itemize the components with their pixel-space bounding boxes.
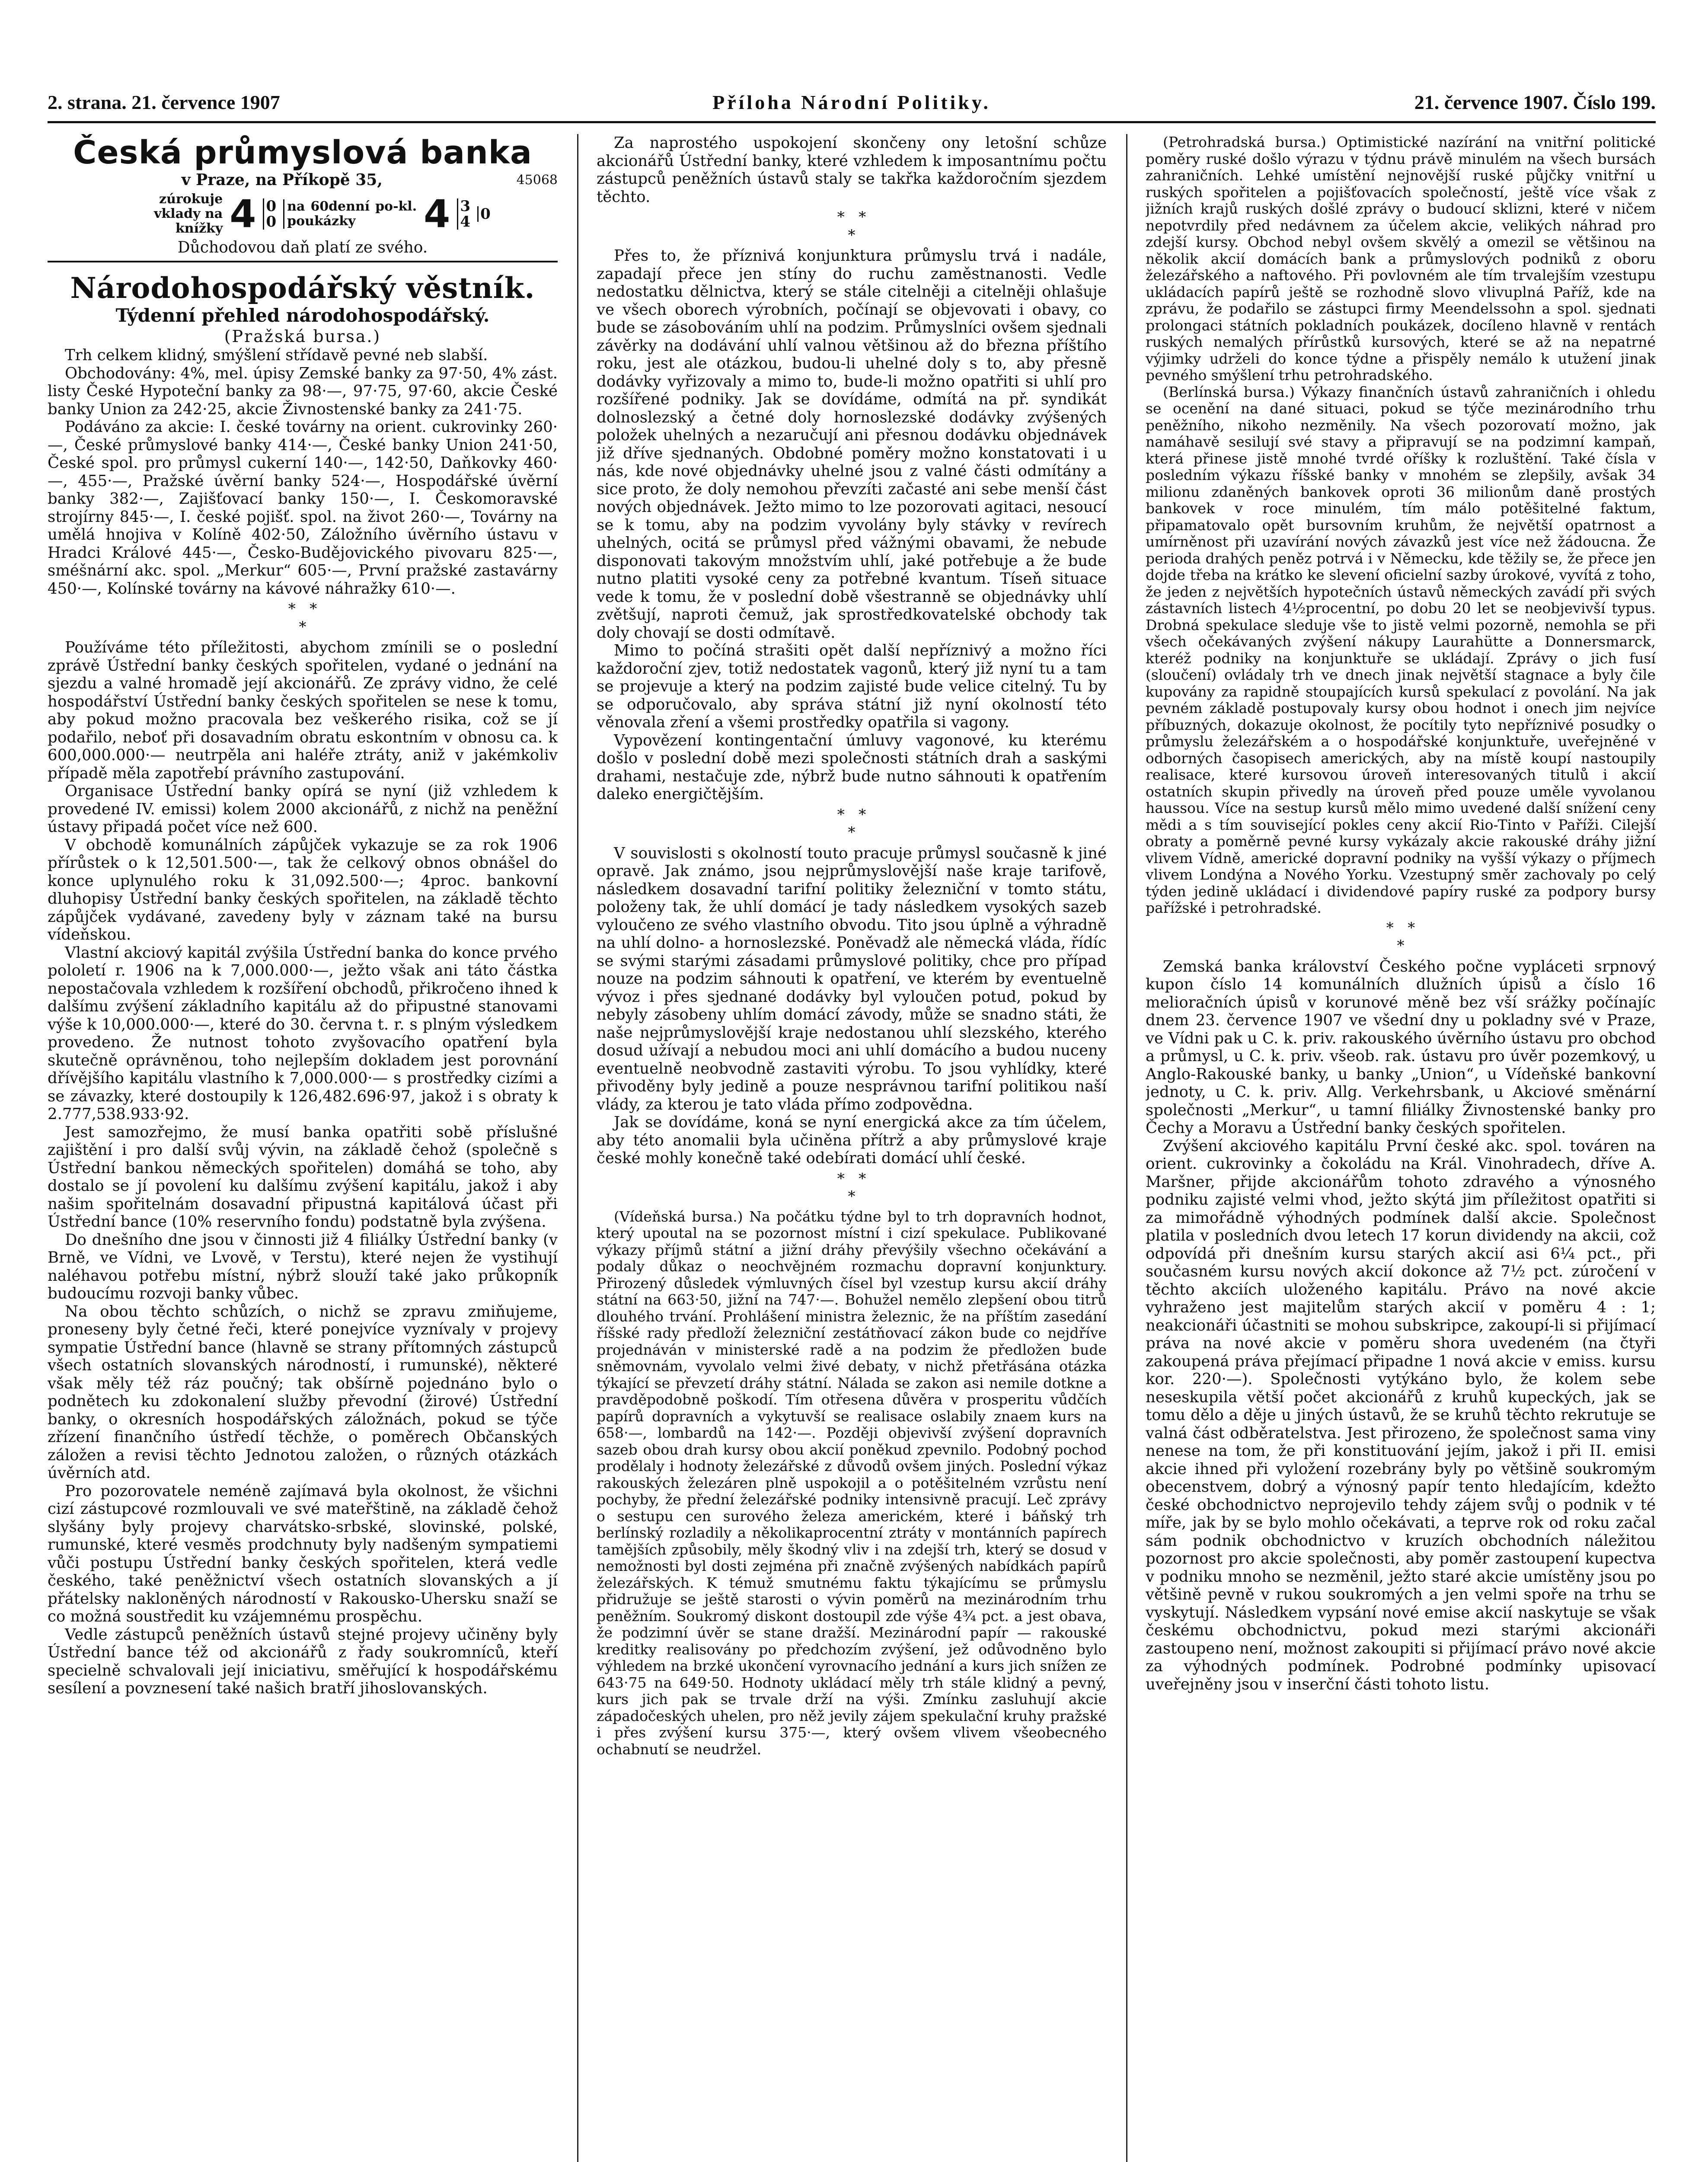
bank-advertisement (48, 134, 558, 262)
article-paragraph-marsner: Zvýšení akciového kapitálu První české akc. spol. továren na orient. cukrovinky a čokoládu na Král. Vinohradech, dříve A. Maršner, přijde akcionářům tohoto zdravého a výnosného podniku zajisté velmi vhod, ježto skýtá jim příležitost opatřiti si za mimořádně výhodných podmínek další akcie. Společnost platila v posledních dvou letech 17 korun dividendy na akcii, což odpovídá při dnešním kursu starých akcií asi 6¼ pct., při současném kursu nových akcií dokonce až 7½ pct. zúročení v těchto akciích uloženého kapitálu. Právo na nové akcie vyhraženo jest majitelům starých akcií v poměru 4 : 1; neakcionáři účastniti se mohou subskripce, zakoupí-li si přijímací práva na nové akcie v poměru shora uvedeném (na čtyři zakoupená práva přejímací připadne 1 nová akcie v emiss. kursu kor. 220·—). Společnosti vytýkáno bylo, že kolem sebe neseskupila větší počet akcionářů z kruhů kupeckých, jak se tomu dělo a děje u jiných ústavů, že se kruhů těchto rekrutuje se valná část odběratelstva. Jest přirozeno, že společnost sama viny nenese na tom, že při konstituování jejím, jakož i při II. emisi akcie ihned při vyložení rozebrány byly po většině soukromým obecenstvem, dobrý a výnosný papír tento hledajícím, kdežto české obchodnictvo neprojevilo tehdy zájem svůj o podnik v té míře, jak by se bylo mohlo očekávati, a teprve rok od roku začal sám podnik obchodnictvo v kruzích obchodních náležitou pozornost pro akcie společnosti, aby poměr zastoupení kupectva v podniku mnoho se nezměnil, ježto staré akcie umístěny jsou po většině pevně v rukou soukromých a jen velmi spoře na trhu se vyskytují. Následkem vypsání nové emise akcií naskytuje se však českému obchodnictvu, pokud mezi starými akcionáři zastoupeno není, možnost zakoupiti si přijímací právo nové akcie za výhodných podmínek. Podrobné podmínky upisovací uveřejněny jsou v inserční části tohoto listu. (1146, 1137, 1656, 1693)
ad-right-rate: 4 (424, 191, 450, 236)
ad-left-frac (263, 198, 276, 230)
article-paragraph: V obchodě komunálních zápůjček vykazuje se za rok 1906 přírůstek o k 12,501.500·—, tak že celkový obnos obnášel do konce uplynulého roku k 31,092.500·—; 4proc. bankovní dluhopisy Ústřední banky českých spořitelen, na základě těchto zápůjček vydávané, zavedeny byly v záznam také na bursu vídeňskou. (48, 836, 558, 943)
ad-right-frac (457, 198, 470, 230)
ad-right-frac-top: 3 (460, 197, 471, 215)
section-separator: * * * (837, 806, 866, 841)
article-paragraph-zemska-banka: Zemská banka království Českého počne vypláceti srpnový kupon číslo 14 komunálních dlužních úpisů a číslo 16 melioračních úpisů v korunové měně bez vší srážky počínajíc dnem 23. července 1907 ve všední dny u pokladny své v Praze, ve Vídni pak u C. k. priv. rakouského úvěrního ústavu pro obchod a průmysl, u C. k. priv. všeob. rak. ústavu pro úvěr pozemkový, u Anglo-Rakouské banky, u banky „Union“, u Vídeňské bankovní jednoty, u C. k. priv. Allg. Verkehrsbank, u Akciové směnární společnosti „Merkur“, u tamní filiálky Živnostenské banky pro Čechy a Moravu a Ústřední banky českých spořitelen. (1146, 957, 1656, 1137)
article-paragraph: Za naprostého uspokojení skončeny ony letošní schůze akcionářů Ústřední banky, které vzhledem k imposantnímu počtu zástupců peněžních ústavů staly se takřka každoročním sjezdem těchto. (597, 134, 1107, 206)
section-subtitle: Týdenní přehled národohospodářský. (115, 305, 490, 326)
ad-left-label: zúrokuje vklady na knížky (154, 191, 223, 236)
article-paragraph: Vlastní akciový kapitál zvýšila Ústřední banka do konce prvého pololetí r. 1906 na k 7,000.000·—, ježto však ani táto částka nepostačovala vzhledem k rozšíření obchodů, přikročeno ihned k dalšímu zvýšení základního kapitálu až do připustné stanovami výše k 10,000.000·—, které do 30. června t. r. s plným výsledkem provedeno. Že nutnost tohoto zvyšovacího opatření byla skutečně oprávněnou, toho nejlepším dokladem jest porovnání dřívějšího kapitálu vlastního k 7,000.000·— s prostředky cizími a se závazky, které dostoupily k 126,482.696·97, jakož i s obraty k 2.777,538.933·92. (48, 943, 558, 1123)
ad-right-frac-zero (477, 206, 491, 222)
article-paragraph: Přes to, že příznivá konjunktura průmyslu trvá i nadále, zapadají přece jen stíny do ruchu zaměstnanosti. Vedle nedostatku dělnictva, který se stále citelněji a citelněji ohlašuje ve všech oborech výrobních, počínají se objevovati i obavy, co bude se zásobováním uhlí na podzim. Průmyslníci ovšem sjednali závěrky na dodávání uhlí valnou většinou až do března příštího roku, jest ale otázkou, budou-li uhelné doly s to, aby přesně dodávky vyřizovaly a mimo to, bude-li možno opatřiti si uhlí pro rozšířené podniky. Jak se dovídáme, odmítá na př. syndikát dolnoslezský a četné doly hornoslezské dodávky zvýšených položek uhelných a nezaručují ani přesnou dodávku objednávek již dříve sjednaných. Obdobné poměry možno konstatovati i u nás, kde nové objednávky uhelné jsou z valné části odmítány a sice proto, že doly nemohou převzíti začasté ani sebe menší část nových objednávek. Ježto mimo to lze pozorovati agitaci, nesoucí se k tomu, aby na podzim vyvolány byly stávky v revírech uhelných, ocitá se průmysl před vážnými obavami, že nebude disponovati takovým množstvím uhlí, jaké potřebuje a že bude nutno platiti vysoké ceny za potřebné kvantum. Tíseň situace vede k tomu, že v poslední době všestranně se objednávky uhlí zvětšují, naproti čemuž, jak sprostředkovatelské obchody tak doly chovají se dosti odmítavě. (597, 247, 1107, 642)
article-paragraph: Jak se dovídáme, koná se nyní energická akce za tím účelem, aby této anomalii byla učiněna přítrž a aby průmyslové kraje české mohly konečně také odebírati domácí uhlí české. (597, 1113, 1107, 1167)
section-title: Národohospodářský věstník. (70, 271, 535, 305)
column-2 (597, 134, 1107, 2162)
article-paragraph: Mimo to počíná strašiti opět další nepříznivý a možno říci každoroční zjev, totiž nedostatek vagonů, který již nyní tu a tam se projevuje a který na podzim zajisté bude velice citelný. Tu by se odporučovalo, aby správa státní již nyní okolností této věnovala zření a všemi prostředky opatřila si vagony. (597, 642, 1107, 731)
bursa-report-berlin: (Berlínská bursa.) Výkazy finančních ústavů zahraničních i ohledu se ocenění na dané situaci, pokud se týče mezinárodního trhu peněžního, nikoho nezměnily. Na všech pozorovatí možno, jak namáhavě sesilují své stavy a připravují se na podzimní kampaň, která přinese jistě mnohé tvrdé oříšky k rozluštění. Také čísla v posledním výkazu říšské banky v mnohém se zlepšily, avšak 34 milionu zdaněných bankovek oproti 36 milionům daně prostých bankovek v roce minulém, tím málo potěšitelné faktum, připamatovalo opět bursovním kruhům, že největší opatrnost a umírněnost při uzavírání nových závazků jest více než žádoucna. Že perioda drahých peněz potrvá i v Německu, kde těžily se, že přece jen dojde třeba na krátko ke slevení oficielní sazby úrokové, vyvítá z toho, že jeden z největších hypotečních ústavů německých zavádí při svých zástavních listech 4½procentní, po dobu 20 let se neobjevivší typus. Drobná spekulace sleduje vše to jistě velmi pozorně, nemohla se při všech očekávaných zvýšení nákupy Laurahütte a Donnersmarck, kteréž podniky na konjunktuře se ukládají. Zprávy o jich fusí (sloučení) ovládaly trh ve dnech jinak největší stagnace a byly čile kupovány za rapidně stoupajících kursů spekulací z povolání. Na jak pevném základě postupovaly kursy obou hodnot i onech jim nejvíce příbuzných, dokazuje okolnost, že pocítily tyto nepříznivé posudky o průmyslu železářském a o hospodářské konjunktuře, uveřejněné v odborných časopisech amerických, aby na místě koupí nastoupily realisace, které kursovou úroveň interesovaných titulů i akcií ostatních skupin přivedly na úroveň před pouze uměle vyvolanou haussou. Více na sestup kursů mělo mimo uvedené další snížení ceny mědi a s tím související pokles ceny akcií Rio-Tinto v Paříži. Cilejší obraty a poměrně pevné kursy vykázaly akcie rakouské dráhy jižní vlivem Vídně, americké dopravní podniky na vyšší výkazy o příjmech vlivem Londýna a Nového Yorku. Vzestupný směr zachovaly po celý týden jedině ukládací i dividendové papíry ruské za podpory bursy pařížské i petrohradské. (1146, 383, 1656, 916)
article-paragraph: Podáváno za akcie: I. české továrny na orient. cukrovinky 260·—, České průmyslové banky 414·—, České banky Union 241·50, České spol. pro průmysl cukerní 140·—, 142·50, Daňkovky 460·—, 455·—, Pražské úvěrní banky 524·—, Hospodářské úvěrní banky 382·—, Zajišťovací banky 150·—, I. Českomoravské strojírny 845·—, I. české pojišť. spol. na život 260·—, Továrny na umělá hnojiva v Kolíně 402·50, Záložního úvěrního ústavu v Hradci Králové 445·—, Česko-Budějovického pivovaru 825·—, sméšnární akc. spol. „Merkur“ 605·—, První pražské zastavárny 450·—, Kolínské továrny na kávové náhražky 610·—. (48, 418, 558, 598)
ad-phone: 45068 (516, 173, 558, 188)
bursa-report-vienna: (Vídeňská bursa.) Na počátku týdne byl to trh dopravních hodnot, který upoutal na se pozornost místní i cizí spekulace. Publikované výkazy příjmů státní a jižní dráhy převýšily všechno očekávání a podaly důkaz o neochvějném rozmachu dopravní konjunktury. Přirozený důsledek výmluvných čísel byl vzestup kursu akcií dráhy státní na 663·50, jižní na 747·—. Bohužel nemělo zlepšení obou titrů dlouhého trvání. Prohlášení ministra železnic, že na příštím zasedání říšské rady předloží železniční zestátňovací zákon bude co nejdříve projednáván v ministerské radě a na podzim že předložen bude sněmovnám, vyvolalo velmi živé debaty, v nichž přetřásána otázka týkající se převzetí dráhy státní. Nálada se zakon asi nemile dotkne a pravděpodobně poškodí. Tím otřesena důvěra v prosperitu vůdčích papírů dopravních a vykytuvší se realisace oslabily znaem kurs na 658·—, lombardů na 142·—. Později objevivší zvýšení dopravních sazeb obou drah kursy obou akcií poněkud zpevnilo. Podobný pochod prodělaly i hodnoty železářské z důvodů ovšem jiných. Poslední výkaz rakouských železáren plně uspokojil a o potěšitelném vzrůstu není pochyby, že přední železářské podniky intensivně pracují. Leč zprávy o sestupu cen surového železa americkém, které i báňský trh berlínský rozladily a několikaprocentní ztráty v montánních papírech tamějších způsobily, měly škodný vliv i na zdejší trh, který se dosud v nemožnosti byl dosti zejména při značně zvýšených nabídkách papírů železářských. K témuž smutnému faktu týkajícímu se průmyslu přidružuje se ještě starosti o vývin poměrů na mezinárodním trhu peněžním. Soukromý diskont dostoupil zde výše 4¾ pct. a jest obava, že podzimní úvěr se stane dražší. Mezinárodní papír — rakouské kreditky realisovány po předchozím zvýšení, jež odůvodněno bylo výhledem na brzké ukončení vyrovnacího jednání a kurs jich snížen ze 643·75 na 649·50. Hodnoty ukládací měly trh stále klidný a pevný, kurs jich pak se trvale drží na výši. Zmínku zasluhují akcie západočeských uhelen, pro něž jevily zájem spekulační kruhy pražské i přes zvýšení kursu 375·—, který ovšem vlivem všeobecného ochabnutí se neudržel. (597, 1208, 1107, 1758)
newspaper-page (48, 86, 1656, 2162)
section-separator: * * * (837, 208, 866, 244)
column-3 (1146, 134, 1656, 2162)
section-separator: * * * (288, 600, 317, 636)
article-paragraph: Do dnešního dne jsou v činnosti již 4 filiálky Ústřední banky (v Brně, ve Vídni, ve Lvově, v Terstu), které nejen že vystihují naléhavou potřebu místní, nýbrž slouží také jako průkopník budoucímu rozvoji banky vůbec. (48, 1231, 558, 1302)
column-1 (48, 134, 558, 2162)
page-header (48, 86, 1656, 123)
ad-left-frac-top: 0 (266, 197, 277, 215)
ad-left-rate: 4 (230, 191, 256, 236)
article-paragraph: Jest samozřejmo, že musí banka opatřiti sobě příslušné zajištění i pro další svůj vývin, na základě čehož (společně s Ústřední bankou německých spořitelen) domáhá se toho, aby dostalo se jí povolení ku dalšímu zvýšení kapitálu, jakož i aby našim spořitelnám dosavadní připustná kapitálová účast při Ústřední bance (10% reservního fondu) podstatně byla zvýšena. (48, 1123, 558, 1231)
article-paragraph: Organisace Ústřední banky opírá se nyní (již vzhledem k provedené IV. emissi) kolem 2000 akcionářů, z nichž na peněžní ústavy připadá počet více než 600. (48, 782, 558, 836)
ad-right-frac-bottom: 4 (460, 213, 471, 230)
bursa-report-petersburg: (Petrohradská bursa.) Optimistické nazírání na vnitřní politické poměry ruské došlo výrazu v týdnu právě minulém na všech bursách zahraničních. Lehké umístění nejnovější ruské půjčky vnitřní u ruských spořitelen a pojišťovacích společností, ještě více však z jižních krajů ruských došlé zprávy o budoucí sklizni, které v ničem nepotvrdily před nedávnem za účelem akcie, velikých náhrad pro zdejší kursy. Obchod nebyl ovšem skvělý a omezil se většinou na několik akcií domácích bank a průmyslových podniků z oboru železářského a naftového. Při povlovném ale tím trvalejším vzestupu ukládacích papírů ještě se rozhodně slovo vlivuplná Paříž, kde na zprávu, že podařilo se zástupci firmy Meendelssohn a spol. sjednati prolongaci státních pokladních poukázek, docíleno hlavně v rentách ruských nemalých přírůstků kursových, které se až na nepatrné výjimky udrželi do konce týdne a přispěly nemálo k utužení jinak pevného smýšlení trhu petrohradského. (1146, 134, 1656, 384)
article-paragraph: Vypovězení kontingentační úmluvy vagonové, ku kterému došlo v poslední době mezi společnosti státních drah a saskými drahami, nestačuje zde, nýbrž bude nutno sáhnouti k opatřením daleko energičtějším. (597, 731, 1107, 803)
ad-address-text: v Praze, na Příkopě 35, (181, 171, 383, 189)
header-date-issue: 21. července 1907. Číslo 199. (1414, 91, 1656, 113)
article-paragraph: Pro pozorovatele neméně zajímavá byla okolnost, že všichni cizí zástupcové rozmlouvali ve své mateřštině, na základě čehož slyšány byly projevy charvátsko-srbské, slovinské, polské, rumunské, které vesměs prodchnuty byly nadšeným sympatiemi vůči postupu Ústřední banky českých spořitelen, která vedle českého, také peněžnictví všech ostatních slovanských a jí přátelsky nakloněných národností v Rakousko-Uhersku snaží se co možná soustředit ku vzájemnému prospěchu. (48, 1482, 558, 1625)
article-paragraph: Trh celkem klidný, smýšlení střídavě pevné neb slabší. (65, 346, 488, 364)
ad-mid-label: na 60denní po-kl. poukázky (283, 199, 417, 229)
ad-tax-note: Důchodovou daň platí ze svého. (177, 238, 428, 256)
section-separator: * * * (1386, 919, 1415, 954)
section-separator: * * * (837, 1170, 866, 1205)
article-paragraph: V souvislosti s okolností touto pracuje průmysl současně k jiné opravě. Jak známo, jsou nejprůmyslovější naše kraje tarifově, následkem dosavadní tarifní politiky železniční v tomto státu, položeny tak, že uhlí domácí je tady následkem vysokých sazeb vyloučeno ze svého vlastního obvodu. Tito jsou úplně a výhradně na uhlí dolno- a hornoslezské. Poněvadž ale německá vláda, řídíc se svými starými zásadami průmyslové politiky, chce pro případ nouze na podzim sáhnouti k opatření, ve kterém by eventuelně vývoz i přes sjednané dodávky byl vyloučen potud, pokud by nebyly zásobeny uhlím domácí závody, může se snadno státi, že naše nejprůmyslovější kraje nedostanou uhlí slezského, kterého dosud užívají a nebudou moci ani uhlí domácího a budou nuceny eventuelně neobvodně zastaviti výrobu. To jsou vyhlídky, které přivoděny byly jedině a pouze nesprávnou tarifní politikou naší vlády, za kterou je tato vláda přímo zodpovědna. (597, 844, 1107, 1113)
ad-address (48, 171, 558, 189)
article-paragraph: Vedle zástupců peněžních ústavů stejné projevy učiněny byly Ústřední bance též od akcionářů z řady soukromníců, kteří specielně schvalovali její iniciativu, směřující k hospodářskému sesílení a povznesení také našich bratří jihoslovanských. (48, 1625, 558, 1697)
column-rule (1126, 134, 1127, 2162)
article-paragraph: Používáme této příležitosti, abychom zmínili se o poslední zprávě Ústřední banky českých spořitelen, vydané o jednání na sjezdu a valné hromadě její akcionářů. Ze zprávy vidno, že celé hospodářství Ústřední banky českých spořitelen se nese k tomu, aby pokud možno pracovala bez veškerého risika, což se jí podařilo, neboť při dosavadním obratu eskontním v obnosu ca. k 600,000.000·— neutrpěla ani haléře ztráty, aniž v jakémkoliv případě měla zapotřebí právního zastupování. (48, 639, 558, 782)
header-publication-title: Příloha Národní Politiky. (712, 91, 991, 113)
ad-right-frac-zero-text: 0 (480, 205, 491, 223)
ad-left-frac-bottom: 0 (266, 213, 277, 230)
section-sub-heading: (Pražská bursa.) (224, 327, 381, 346)
article-paragraph: Obchodovány: 4%, mel. úpisy Zemské banky za 97·50, 4% zást. listy České Hypoteční banky za 98·—, 97·75, 97·60, akcie České banky Union za 242·25, akcie Živnostenské banky za 241·75. (48, 364, 558, 418)
ad-title: Česká průmyslová banka (73, 134, 532, 171)
article-paragraph: Na obou těchto schůzích, o nichž se zpravu zmiňujeme, proneseny byly četné řeči, které ponejvíce vyznívaly v projevy sympatie Ústřední bance (hlavně se strany přítomných zástupců všech ostatních slovanských národností, i rumunské), některé však měly též ráz poučný; tak obšírně pojednáno bylo o podnětech ku zdokonalení služby převodní (žirové) Ústřední banky, o okresních hospodářských záložnách, pokud se týče zřízení finančního ústředí těchže, o poměrech Občanských záložen a revisi těchto Jednotou založen, o různých otázkách úvěrních atd. (48, 1302, 558, 1482)
column-rule (577, 134, 578, 2162)
ad-rates (48, 192, 558, 236)
header-date-left: 2. strana. 21. července 1907 (48, 91, 280, 113)
